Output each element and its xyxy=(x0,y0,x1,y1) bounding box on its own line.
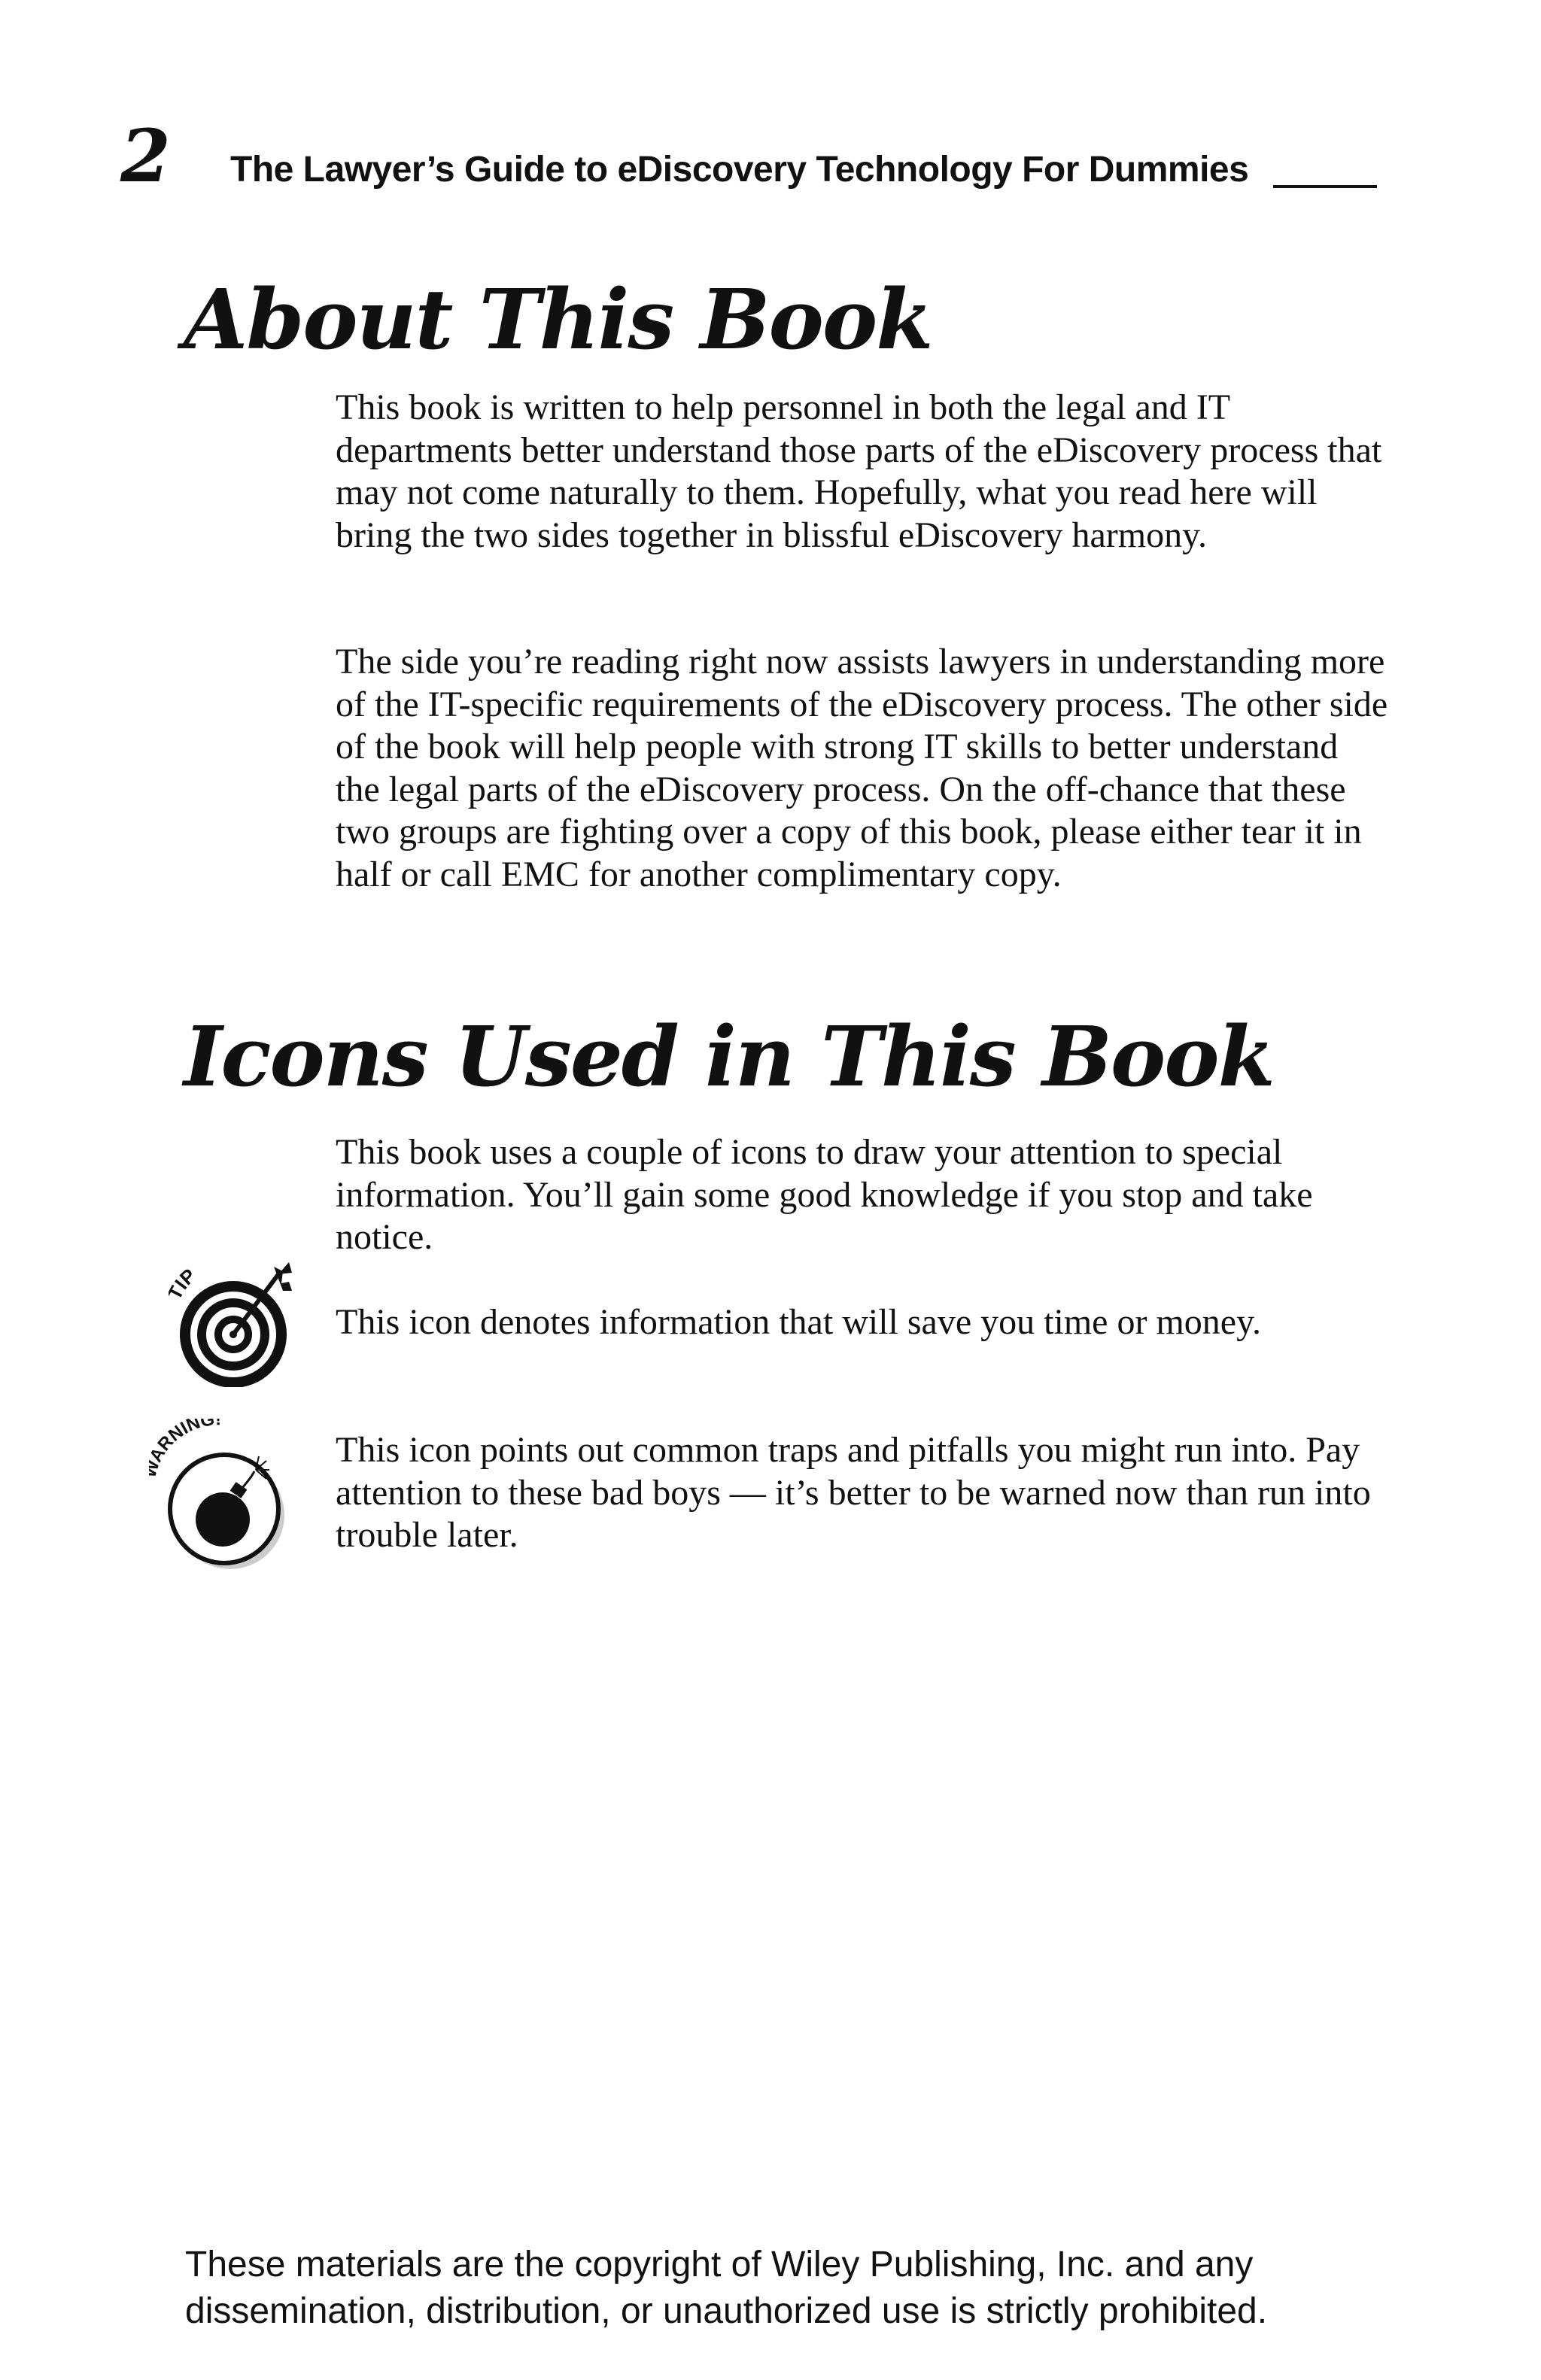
section-heading-about: About This Book xyxy=(184,271,932,368)
header-rule xyxy=(1273,185,1377,188)
icons-intro-paragraph: This book uses a couple of icons to draw your attention to special information. You’ll gain some good knowledge if you stop and take notice. xyxy=(336,1132,1313,1257)
about-paragraph-2: The side you’re reading right now assists lawyers in understanding more of the IT-specific requirements of the eDiscovery process. The other side of the book will help people with strong IT skills to better understand the legal parts of the eDiscovery process. On the off-chance that these two groups are fighting over a copy of this book, please either tear it in half or call EMC for another complimentary copy. xyxy=(336,642,1388,894)
footer-line-2: dissemination, distribution, or unauthorized use is strictly prohibited. xyxy=(185,2291,1268,2331)
warning-icon-label: RNING! xyxy=(153,1419,222,1456)
tip-paragraph: This icon denotes information that will save you time or money. xyxy=(336,1302,1261,1342)
page-number: 2 xyxy=(120,114,171,199)
footer-line-1: These materials are the copyright of Wiley Publishing, Inc. and any xyxy=(185,2245,1254,2284)
warning-paragraph: This icon points out common traps and pitfalls you might run into. Pay attention to these bad boys — it’s better to be warned now than run into trouble later. xyxy=(336,1430,1371,1555)
target-dart-icon xyxy=(169,1252,304,1387)
footer-copyright xyxy=(185,2242,1464,2335)
about-paragraph-1: This book is written to help personnel in both the legal and IT departments better understand those parts of the eDiscovery process that may not come naturally to them. Hopefully, what you read here will bring the two sides together in blissful eDiscovery harmony. xyxy=(336,387,1382,555)
section-heading-icons: Icons Used in This Book xyxy=(184,1008,1274,1105)
running-header: The Lawyer’s Guide to eDiscovery Technology For Dummies xyxy=(230,150,1249,190)
bomb-icon xyxy=(149,1419,299,1569)
tip-icon-label: IP xyxy=(170,1264,201,1294)
